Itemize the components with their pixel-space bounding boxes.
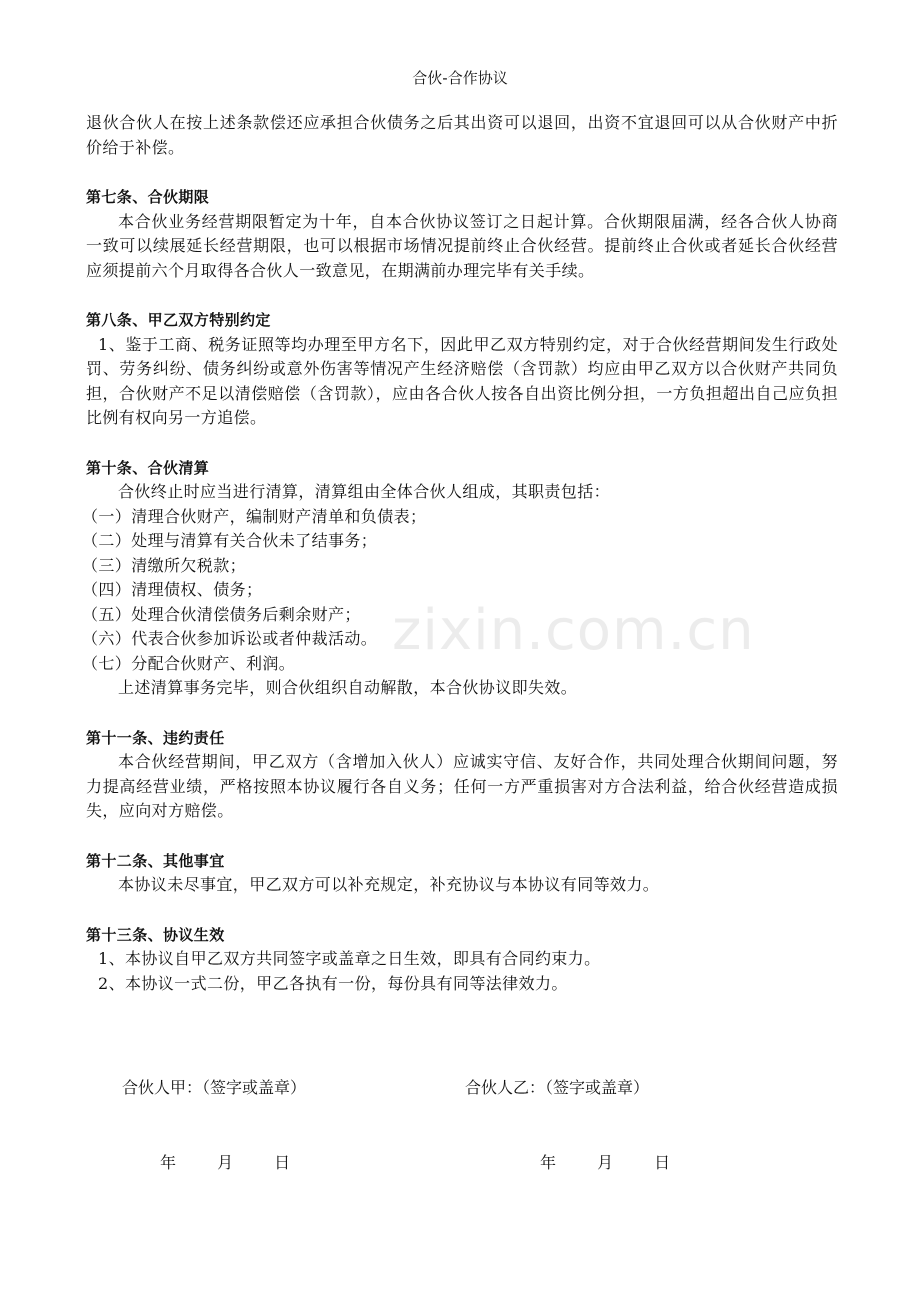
section-8 xyxy=(86,308,838,431)
list-item: （三）清缴所欠税款； xyxy=(82,555,247,575)
list-item: （四）清理债权、债务； xyxy=(82,580,263,599)
section-paragraph: 本合伙经营期间，甲乙双方（含增加入伙人）应诚实守信、友好合作，共同处理合伙期间问题，努力提高经营业绩，严格按照本协议履行各自义务；任何一方严重损害对方合法利益，给合伙经营造成损失，应向对方赔偿。 xyxy=(86,752,838,820)
section-7 xyxy=(86,185,838,283)
list-item: （六）代表合伙参加诉讼或者仲裁活动。 xyxy=(82,629,378,648)
document-title: 合伙-合作协议 xyxy=(412,69,508,87)
section-13 xyxy=(86,923,838,997)
section-paragraph: 1、鉴于工商、税务证照等均办理至甲方名下，因此甲乙双方特别约定，对于合伙经营期间发生行政处罚、劳务纠纷、债务纠纷或意外伤害等情况产生经济赔偿（含罚款）均应由甲乙双方以合伙财产共同负担，合伙财产不足以清偿赔偿（含罚款），应由各合伙人按各自出资比例分担，一方负担超出自己应负担比例有权向另一方追偿。 xyxy=(86,334,838,427)
list-item: 2、本协议一式二份，甲乙各执有一份，每份具有同等法律效力。 xyxy=(98,973,568,993)
section-closing: 上述清算事务完毕，则合伙组织自动解散，本合伙协议即失效。 xyxy=(118,678,578,697)
list-item: 1、本协议自甲乙双方共同签字或盖章之日生效，即具有合同约束力。 xyxy=(98,949,601,968)
party-a-date: 年 月 日 xyxy=(160,1153,309,1172)
list-item: （七）分配合伙财产、利润。 xyxy=(82,653,296,673)
section-11 xyxy=(86,726,838,824)
watermark: zixin.com.cn xyxy=(392,598,755,663)
section-12 xyxy=(86,849,838,898)
section-lead: 合伙终止时应当进行清算，清算组由全体合伙人组成，其职责包括： xyxy=(118,482,611,501)
list-item: （一）清理合伙财产，编制财产清单和负债表； xyxy=(82,506,427,526)
list-item: （五）处理合伙清偿债务后剩余财产； xyxy=(82,604,361,624)
section-heading: 第十二条、其他事宜 xyxy=(86,851,225,870)
party-b-date: 年 月 日 xyxy=(540,1153,689,1172)
section-heading: 第十一条、违约责任 xyxy=(86,728,225,747)
list-item: （二）处理与清算有关合伙未了结事务； xyxy=(82,531,378,550)
section-heading: 第七条、合伙期限 xyxy=(86,188,210,206)
section-paragraph: 本协议未尽事宜，甲乙双方可以补充规定，补充协议与本协议有同等效力。 xyxy=(118,875,660,894)
document-body xyxy=(82,111,838,996)
section-heading: 第十条、合伙清算 xyxy=(86,458,210,477)
party-a-signature-label: 合伙人甲：（签字或盖章） xyxy=(122,1078,307,1097)
section-heading: 第八条、甲乙双方特别约定 xyxy=(86,311,271,329)
section-paragraph: 本合伙业务经营期限暂定为十年，自本合伙协议签订之日起计算。合伙期限届满，经各合伙人协商一致可以续展延长经营期限，也可以根据市场情况提前终止合伙经营。提前终止合伙或者延长合伙经营应须提前六个月取得各合伙人一致意见，在期满前办理完毕有关手续。 xyxy=(86,211,838,280)
party-b-signature-label: 合伙人乙：（签字或盖章） xyxy=(465,1078,650,1097)
section-10 xyxy=(82,456,838,701)
section-heading: 第十三条、协议生效 xyxy=(86,925,225,944)
intro-paragraph: 退伙合伙人在按上述条款偿还应承担合伙债务之后其出资可以退回，出资不宜退回可以从合伙财产中折价给于补偿。 xyxy=(86,113,838,157)
